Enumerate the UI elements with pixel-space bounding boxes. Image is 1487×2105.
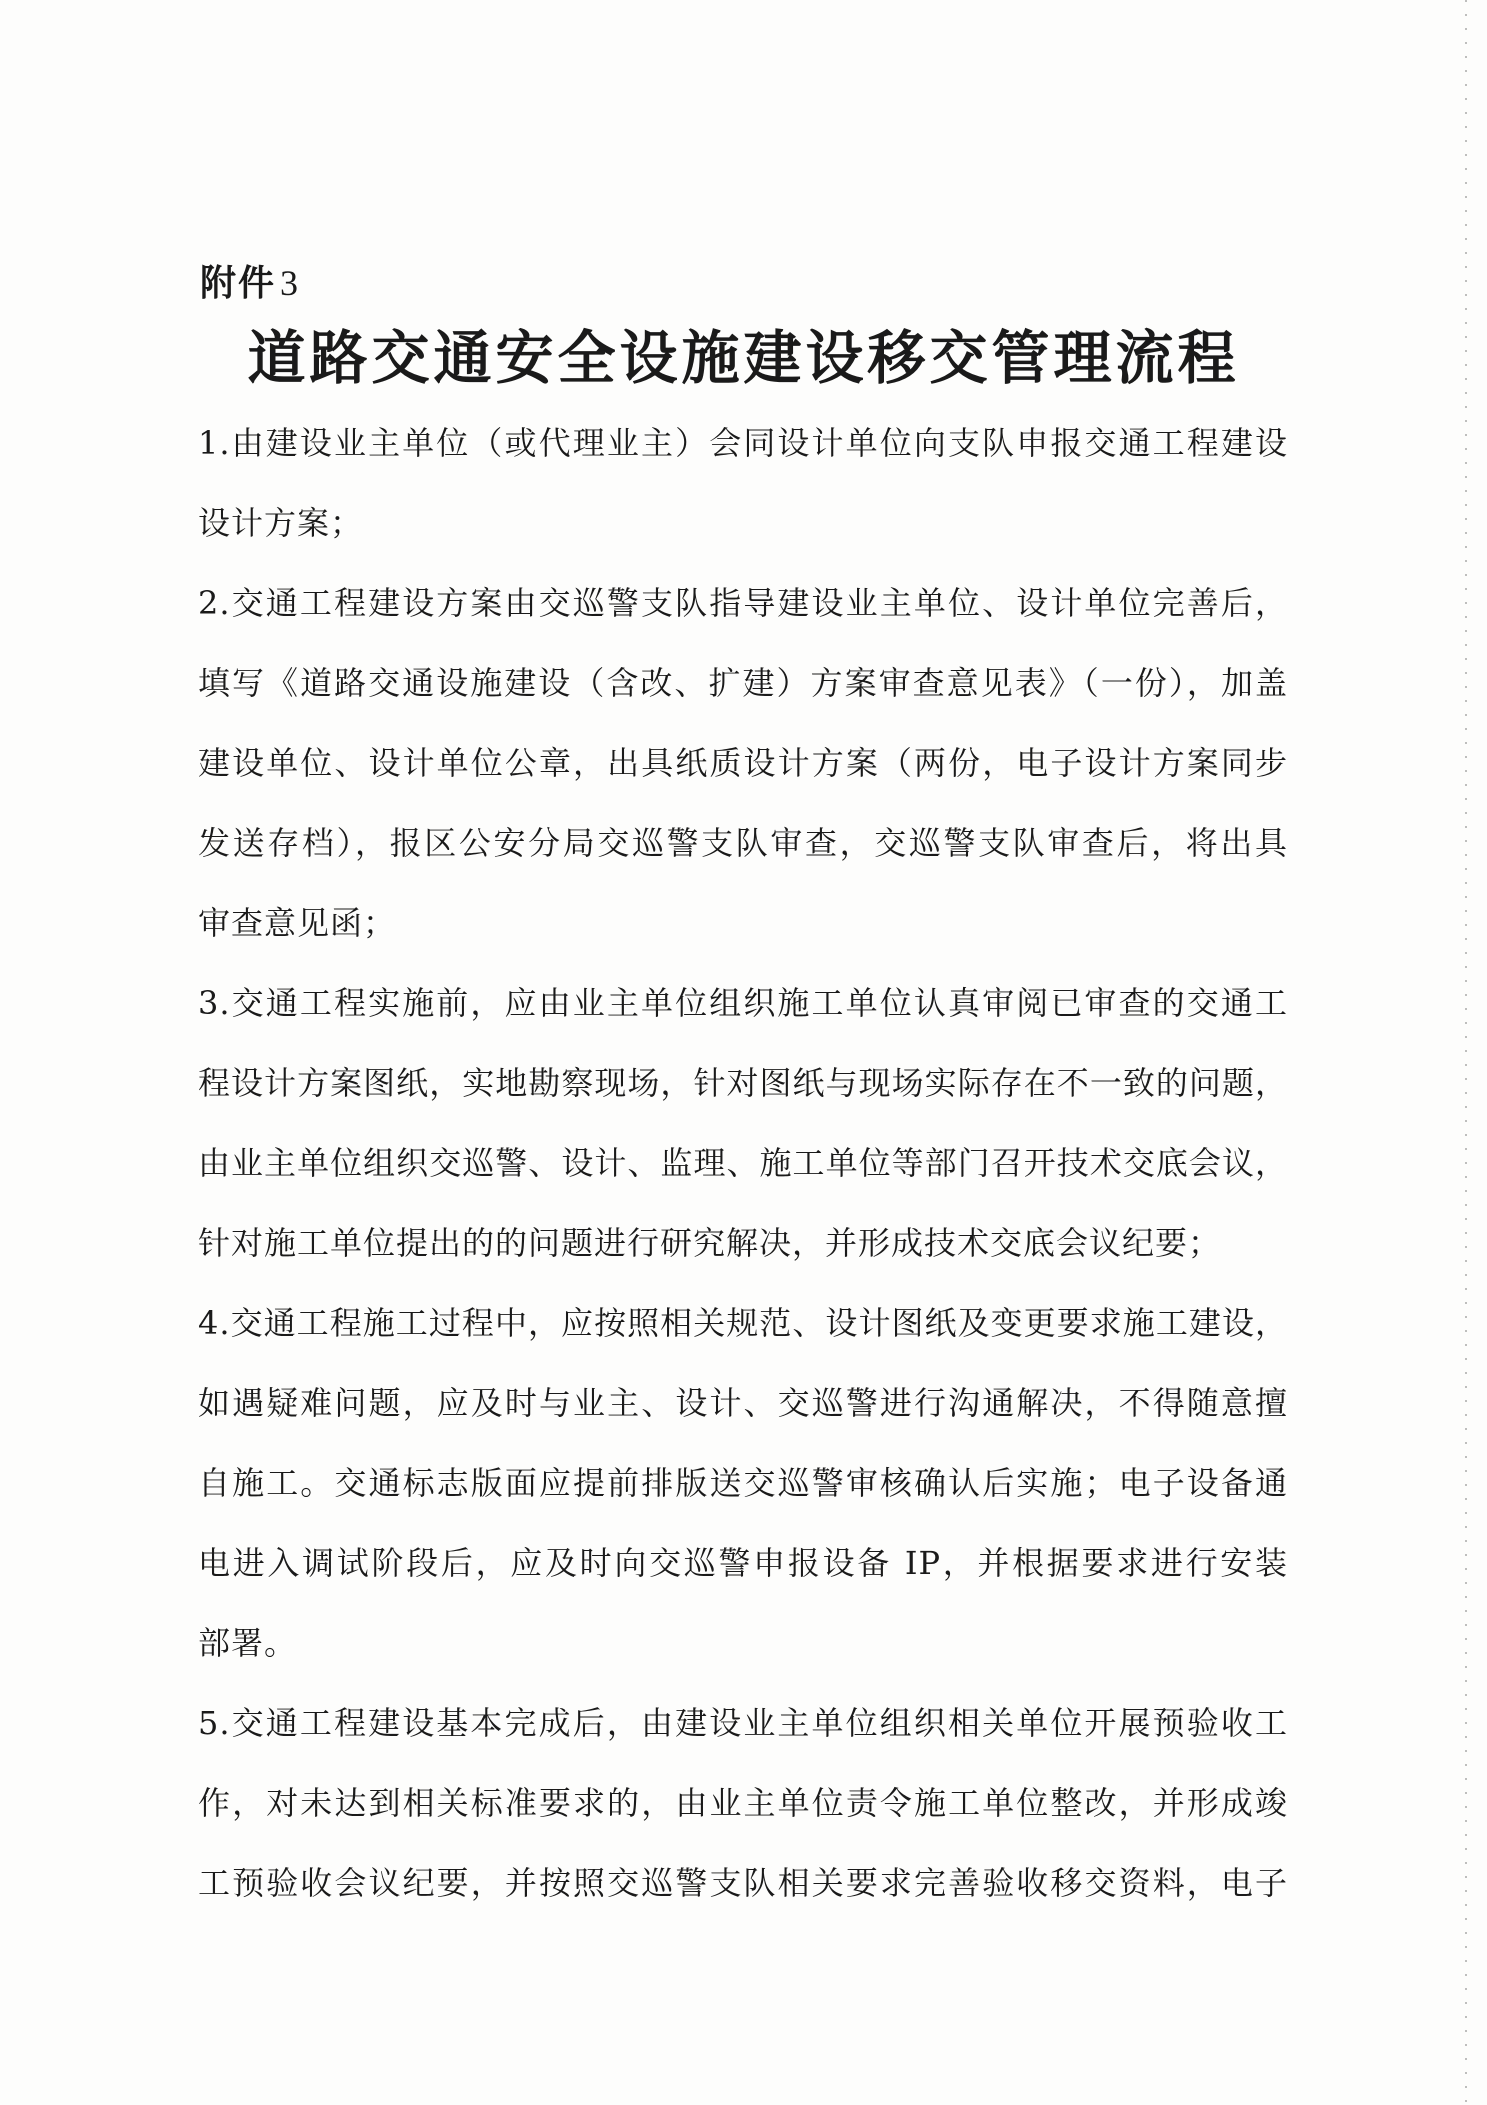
document-title: 道路交通安全设施建设移交管理流程 <box>247 324 1240 392</box>
text-line: 4.交通工程施工过程中，应按照相关规范、设计图纸及变更要求施工建设， <box>198 1304 1288 1342</box>
text-line: 工预验收会议纪要，并按照交巡警支队相关要求完善验收移交资料，电子 <box>198 1864 1288 1902</box>
document-body <box>198 403 1288 1923</box>
attachment-prefix: 附件 <box>200 263 277 304</box>
text-line: 建设单位、设计单位公章，出具纸质设计方案（两份，电子设计方案同步 <box>198 744 1288 782</box>
text-line: 自施工。交通标志版面应提前排版送交巡警审核确认后实施；电子设备通 <box>198 1464 1288 1502</box>
text-line: 设计方案； <box>198 504 364 542</box>
scan-edge-decoration <box>1465 0 1467 2105</box>
text-line: 部署。 <box>198 1624 298 1662</box>
text-line: 程设计方案图纸，实地勘察现场，针对图纸与现场实际存在不一致的问题， <box>198 1064 1288 1102</box>
text-line: 针对施工单位提出的的问题进行研究解决，并形成技术交底会议纪要； <box>198 1224 1222 1262</box>
text-line: 如遇疑难问题，应及时与业主、设计、交巡警进行沟通解决，不得随意擅 <box>198 1384 1288 1422</box>
text-line: 发送存档），报区公安分局交巡警支队审查，交巡警支队审查后，将出具 <box>198 824 1288 862</box>
text-line: 3.交通工程实施前，应由业主单位组织施工单位认真审阅已审查的交通工 <box>198 984 1288 1022</box>
text-line: 填写《道路交通设施建设（含改、扩建）方案审查意见表》（一份），加盖 <box>198 664 1288 702</box>
text-line: 作，对未达到相关标准要求的，由业主单位责令施工单位整改，并形成竣 <box>198 1784 1288 1822</box>
attachment-number: 3 <box>280 263 301 303</box>
text-line: 1.由建设业主单位（或代理业主）会同设计单位向支队申报交通工程建设 <box>198 424 1288 462</box>
text-line: 由业主单位组织交巡警、设计、监理、施工单位等部门召开技术交底会议， <box>198 1144 1288 1182</box>
text-line: 2.交通工程建设方案由交巡警支队指导建设业主单位、设计单位完善后， <box>198 584 1288 622</box>
attachment-label <box>200 255 300 306</box>
text-line: 电进入调试阶段后，应及时向交巡警申报设备 IP，并根据要求进行安装 <box>198 1544 1288 1582</box>
text-line: 5.交通工程建设基本完成后，由建设业主单位组织相关单位开展预验收工 <box>198 1704 1288 1742</box>
text-line: 审查意见函； <box>198 904 397 942</box>
